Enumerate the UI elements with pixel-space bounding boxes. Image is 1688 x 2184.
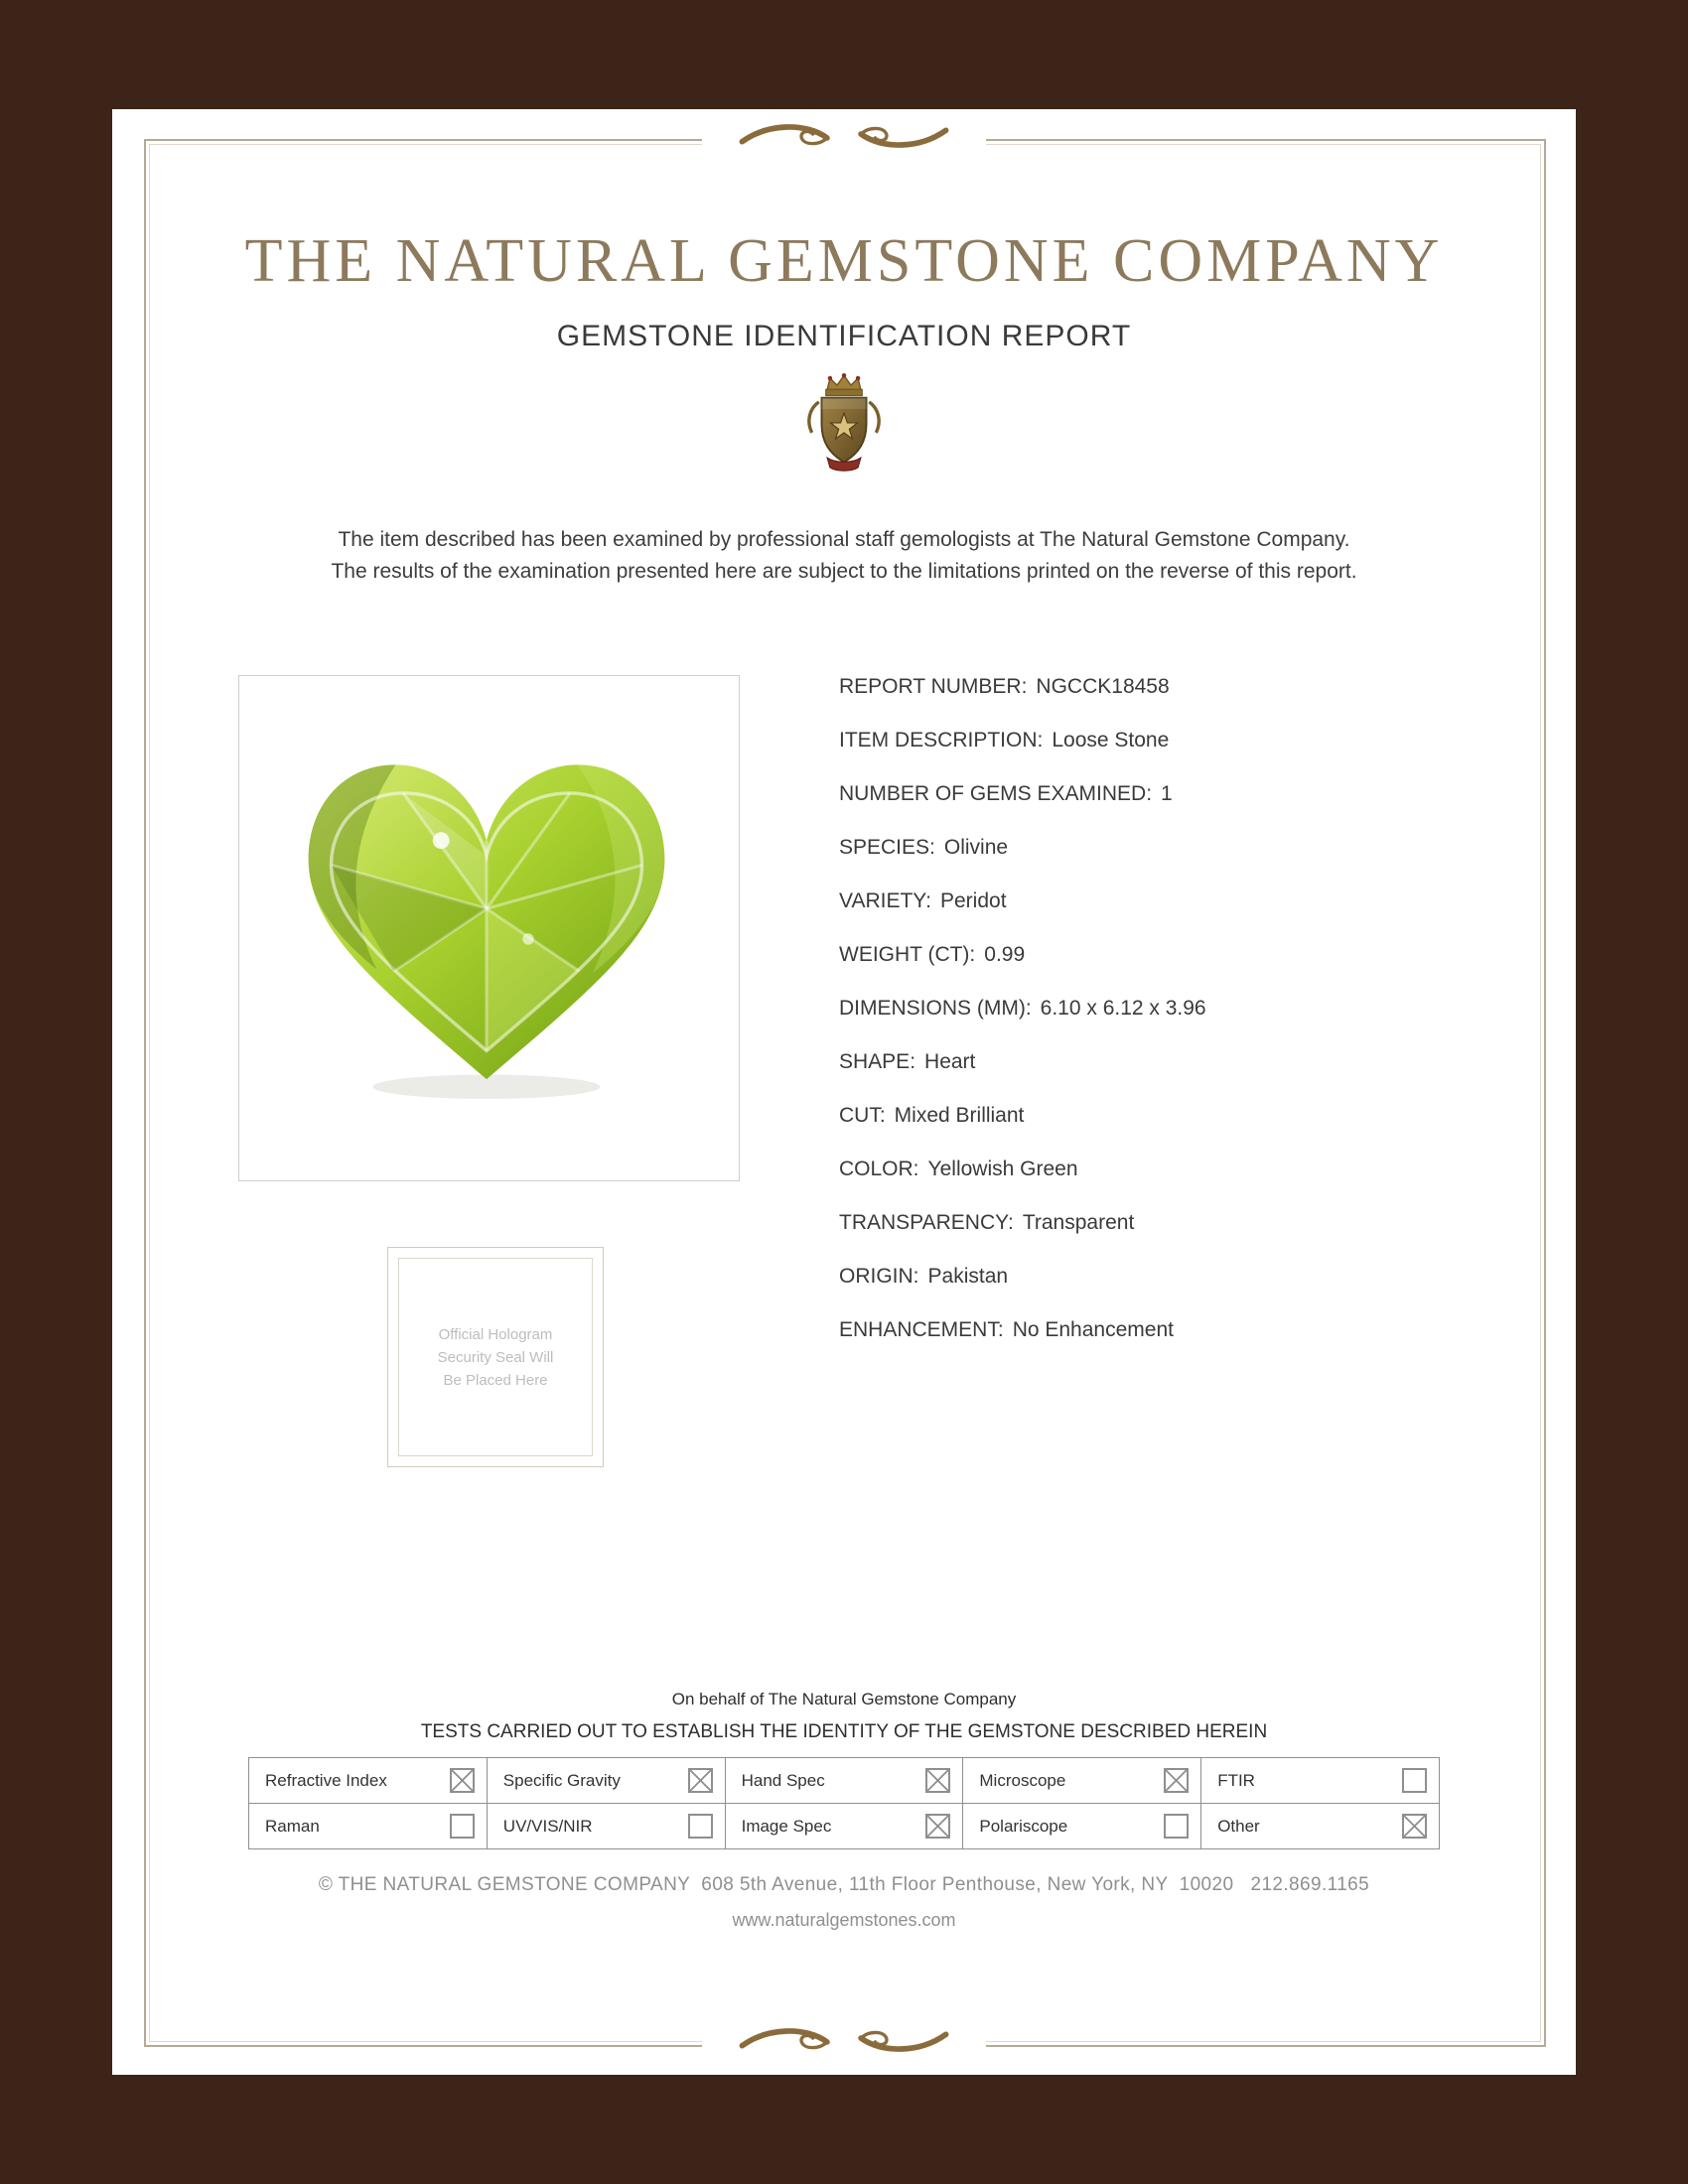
test-checkbox-uv-vis-nir [688,1814,713,1839]
field-value: Olivine [943,836,1009,859]
test-label: Image Spec [741,1816,832,1836]
field-value: No Enhancement [1012,1318,1174,1341]
test-cell-ftir [1201,1758,1440,1804]
tests-heading: TESTS CARRIED OUT TO ESTABLISH THE IDENTITY OF THE GEMSTONE DESCRIBED HEREIN [420,1721,1268,1742]
flourish-bottom-icon [702,2021,986,2059]
field-label: DIMENSIONS (MM): [839,997,1032,1020]
field-value: Peridot [939,889,1007,912]
field-label: NUMBER OF GEMS EXAMINED: [839,782,1153,805]
field-value: Yellowish Green [927,1158,1078,1180]
test-checkbox-other [1402,1814,1427,1839]
report-field-cut [839,1089,1206,1143]
test-cell-image-spec [725,1804,963,1849]
report-field-gems-examined [839,767,1206,821]
field-label: COLOR: [839,1158,919,1180]
footer-website: www.naturalgemstones.com [732,1910,956,1930]
report-field-transparency [839,1196,1206,1250]
field-value: 0.99 [984,943,1026,966]
field-value: Transparent [1022,1211,1135,1234]
test-cell-specific-gravity [487,1758,725,1804]
field-label: CUT: [839,1104,886,1127]
field-label: ENHANCEMENT: [839,1318,1004,1341]
field-label: TRANSPARENCY: [839,1211,1014,1234]
hologram-line-1: Official Hologram [438,1325,553,1343]
field-value: Pakistan [927,1265,1009,1288]
field-value: 1 [1161,782,1173,805]
test-label: UV/VIS/NIR [502,1816,593,1836]
field-label: SHAPE: [839,1050,916,1073]
field-value: Mixed Brilliant [894,1104,1025,1127]
test-checkbox-ftir [1402,1768,1427,1793]
on-behalf-text: On behalf of The Natural Gemstone Company [671,1690,1017,1708]
report-fields [839,660,1206,1357]
test-cell-polariscope [963,1804,1201,1849]
gemstone-image [297,731,676,1102]
test-label: Hand Spec [741,1770,825,1790]
test-checkbox-refractive-index [450,1768,475,1793]
test-cell-hand-spec [725,1758,963,1804]
test-checkbox-image-spec [925,1814,950,1839]
hologram-line-3: Be Placed Here [443,1371,548,1389]
test-cell-raman [249,1804,488,1849]
report-field-dimensions [839,982,1206,1035]
test-checkbox-specific-gravity [688,1768,713,1793]
hologram-seal-text [398,1258,593,1456]
field-label: WEIGHT (CT): [839,943,976,966]
field-value: Loose Stone [1052,729,1170,751]
report-field-shape [839,1035,1206,1089]
test-checkbox-hand-spec [925,1768,950,1793]
report-field-report-number [839,660,1206,714]
tests-row-2 [249,1804,1440,1849]
intro-line-2: The results of the examination presented here are subject to the limitations printed on the reverse of this report. [331,560,1357,583]
report-field-color [839,1143,1206,1196]
test-label: FTIR [1217,1770,1255,1790]
test-label: Refractive Index [265,1770,387,1790]
tests-row-1 [249,1758,1440,1804]
test-checkbox-microscope [1164,1768,1189,1793]
field-value: NGCCK18458 [1036,675,1170,698]
company-crest-icon [799,371,889,475]
footer-address: © THE NATURAL GEMSTONE COMPANY 608 5th Avenue, 11th Floor Penthouse, New York, NY 10020 212.869.1165 [318,1874,1370,1895]
field-label: ORIGIN: [839,1265,919,1288]
report-field-enhancement [839,1303,1206,1357]
test-cell-other [1201,1804,1440,1849]
field-label: REPORT NUMBER: [839,675,1028,698]
test-checkbox-raman [450,1814,475,1839]
field-label: ITEM DESCRIPTION: [839,729,1044,751]
test-label: Polariscope [979,1816,1068,1836]
test-cell-uv-vis-nir [487,1804,725,1849]
test-checkbox-polariscope [1164,1814,1189,1839]
intro-paragraph [112,524,1576,588]
field-value: 6.10 x 6.12 x 3.96 [1040,997,1206,1020]
hologram-line-2: Security Seal Will [437,1348,554,1366]
report-title: GEMSTONE IDENTIFICATION REPORT [556,320,1132,352]
report-field-origin [839,1250,1206,1303]
flourish-top-icon [702,117,986,155]
field-label: SPECIES: [839,836,935,859]
field-label: VARIETY: [839,889,931,912]
report-field-weight [839,928,1206,982]
certificate-page [112,109,1576,2075]
tests-table [248,1757,1440,1849]
test-label: Other [1217,1816,1260,1836]
report-field-variety [839,875,1206,928]
test-label: Specific Gravity [502,1770,621,1790]
test-cell-refractive-index [249,1758,488,1804]
report-field-item-description [839,714,1206,767]
test-cell-microscope [963,1758,1201,1804]
test-label: Raman [265,1816,320,1836]
field-value: Heart [924,1050,976,1073]
hologram-seal-box [387,1247,604,1467]
company-name: THE NATURAL GEMSTONE COMPANY [244,227,1444,295]
report-field-species [839,821,1206,875]
intro-line-1: The item described has been examined by professional staff gemologists at The Natural Gemstone Company. [338,528,1350,551]
gemstone-photo-frame [238,675,740,1181]
test-label: Microscope [979,1770,1066,1790]
